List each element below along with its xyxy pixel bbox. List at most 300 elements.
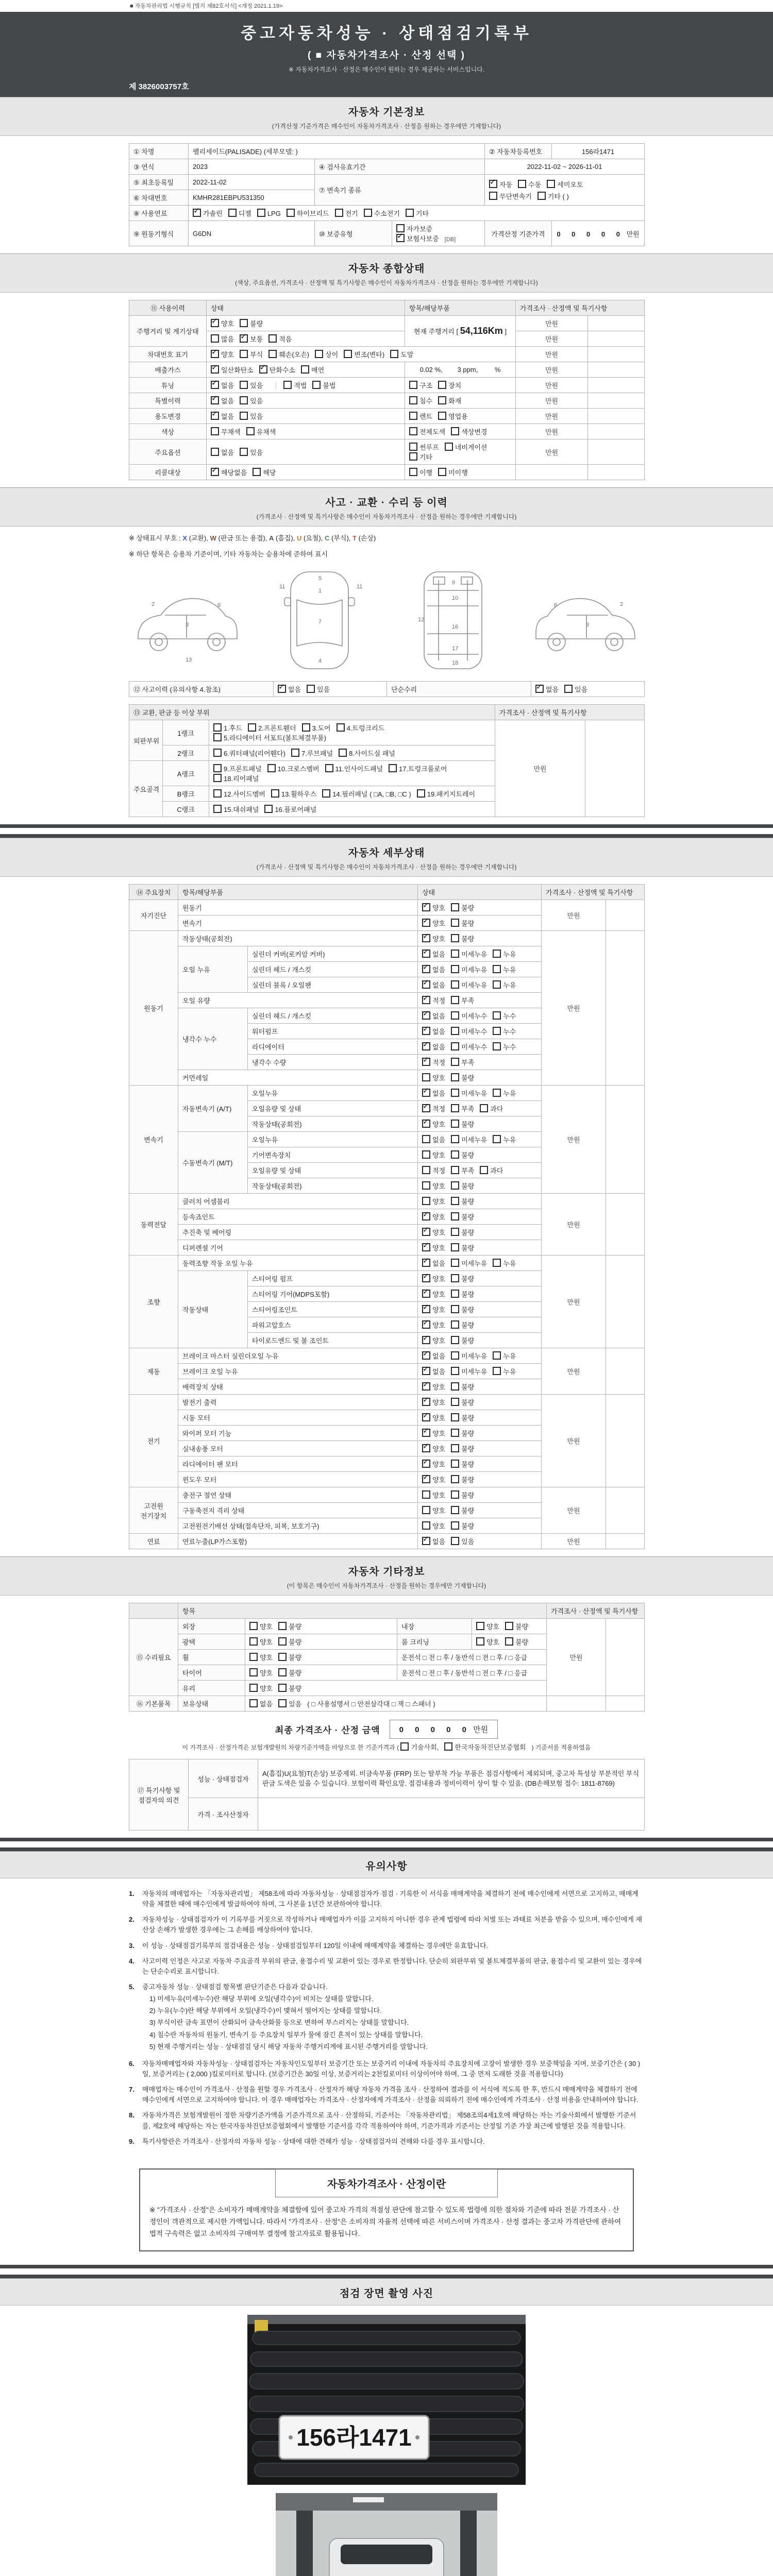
table-row bbox=[129, 206, 645, 221]
model-year-value: 2023 bbox=[189, 159, 315, 175]
checked-box-icon bbox=[259, 365, 267, 374]
checkbox-label: 없음 bbox=[432, 981, 446, 989]
notice-number: 2. bbox=[129, 1916, 135, 1924]
checkbox-option bbox=[246, 427, 276, 436]
notice-item bbox=[129, 1941, 644, 1951]
checkbox-label: 불량 bbox=[461, 1151, 475, 1159]
notice-text: 자동차의 매매업자는 「자동차관리법」 제58조에 따라 자동차성능 · 상태점검자가 점검 · 기록한 이 서식을 매매계약을 체결하기 전에 매수인에게 서면으로 고지하고, 매매계약을 체결한 때에 매수인에게 발급하여야 하며, 그 사본을 1년간 보관하여야 합니다. bbox=[142, 1890, 638, 1908]
checkbox-label: 양호 bbox=[432, 904, 446, 912]
remark-cell bbox=[588, 347, 645, 362]
empty-box-icon bbox=[493, 1351, 501, 1360]
empty-box-icon bbox=[493, 980, 501, 989]
checkbox-label: 불량 bbox=[515, 1623, 529, 1631]
checkbox-label: 변조(변타) bbox=[354, 351, 385, 359]
column-header: ⑪ 사용이력 bbox=[129, 300, 207, 316]
checkbox-label: LPG bbox=[267, 210, 281, 217]
item-label: 브레이크 마스터 실린더오일 누유 bbox=[178, 1348, 418, 1364]
empty-box-icon bbox=[213, 789, 222, 798]
state-checkboxes bbox=[418, 1256, 542, 1271]
glass-checkboxes bbox=[245, 1681, 547, 1696]
checkbox-option bbox=[451, 995, 474, 1005]
checkbox-label: 부족 bbox=[461, 1105, 475, 1113]
checkbox-label: 불량 bbox=[461, 1213, 475, 1221]
checkbox-option bbox=[493, 1042, 516, 1052]
empty-box-icon bbox=[267, 764, 276, 772]
table-row bbox=[129, 465, 645, 480]
rank-label: 2랭크 bbox=[163, 745, 209, 761]
empty-box-icon bbox=[518, 180, 526, 188]
detail-row bbox=[129, 1348, 645, 1364]
checkbox-option bbox=[390, 349, 413, 359]
checkbox-label: 없음 bbox=[221, 448, 234, 456]
transmission-checkboxes bbox=[485, 175, 645, 206]
interior-checkboxes bbox=[472, 1619, 547, 1634]
state-checkboxes bbox=[418, 1302, 542, 1317]
checkbox-label: 19.패키지트레이 bbox=[427, 790, 476, 798]
car-damage-diagrams bbox=[129, 566, 644, 674]
row-label: 보유상태 bbox=[178, 1696, 245, 1711]
notice-number: 4. bbox=[129, 1957, 135, 1965]
row-label: 외장 bbox=[178, 1619, 245, 1634]
checkbox-label: 불량 bbox=[461, 935, 475, 943]
remark-cell bbox=[588, 465, 645, 480]
empty-box-icon bbox=[400, 1742, 409, 1751]
checkbox-label: 불량 bbox=[461, 1522, 475, 1530]
diagram-part-number: 7 bbox=[318, 619, 322, 625]
empty-box-icon bbox=[257, 209, 265, 217]
checked-box-icon bbox=[211, 396, 219, 404]
item-label: 와이퍼 모터 기능 bbox=[178, 1426, 418, 1441]
remark-cell bbox=[588, 331, 645, 347]
checkbox-label: 화재 bbox=[448, 397, 462, 405]
checkbox-option bbox=[451, 1057, 474, 1067]
checkbox-label: 양호 bbox=[260, 1685, 273, 1692]
checkbox-option bbox=[451, 1289, 474, 1299]
checkbox-label: 누유 bbox=[503, 981, 516, 989]
empty-box-icon bbox=[451, 1490, 459, 1499]
checkbox-option bbox=[422, 949, 445, 959]
checkbox-option bbox=[451, 1428, 474, 1438]
special-kind-checkboxes bbox=[405, 393, 516, 409]
checkbox-option bbox=[451, 1521, 474, 1531]
checkbox-option bbox=[213, 733, 326, 742]
price-cell: 만원 bbox=[516, 362, 588, 378]
notice-subitem: 2) 누유(누수)란 해당 부위에서 오일(냉각수)이 맺혀서 떨어지는 상태를 말합니다. bbox=[149, 2007, 382, 2015]
empty-box-icon bbox=[451, 919, 459, 927]
checkbox-label: 불량 bbox=[461, 1430, 475, 1437]
checked-box-icon bbox=[422, 1027, 430, 1035]
checkbox-label: 불량 bbox=[289, 1623, 302, 1631]
row-label: 차대번호 표기 bbox=[129, 347, 207, 362]
checkbox-label: 불량 bbox=[461, 1244, 475, 1252]
checkbox-label: 유채색 bbox=[256, 428, 276, 436]
empty-box-icon bbox=[249, 1637, 258, 1646]
empty-box-icon bbox=[451, 1197, 459, 1205]
misc-info-table bbox=[129, 1603, 645, 1711]
empty-box-icon bbox=[335, 209, 343, 217]
checkbox-label: 2.프론트휀더 bbox=[258, 724, 296, 732]
checkbox-option bbox=[451, 427, 487, 436]
empty-box-icon bbox=[451, 1181, 459, 1190]
empty-box-icon bbox=[451, 1398, 459, 1406]
checkbox-label: 없음 bbox=[432, 1012, 446, 1020]
checkbox-option bbox=[422, 1274, 445, 1283]
checkbox-option bbox=[438, 411, 468, 421]
checkbox-option bbox=[193, 208, 223, 218]
notice-item bbox=[129, 2059, 644, 2079]
checkbox-label: 부족 bbox=[461, 1059, 475, 1066]
item-label: 배력장치 상태 bbox=[178, 1379, 418, 1395]
column-header: ⑬ 교환, 판금 등 이상 부위 bbox=[129, 705, 495, 720]
accident-history-checkboxes bbox=[274, 682, 387, 697]
checkbox-label: 미세누유 bbox=[461, 981, 488, 989]
checkbox-label: 불량 bbox=[461, 920, 475, 927]
empty-box-icon bbox=[213, 723, 222, 732]
table-row bbox=[129, 393, 645, 409]
checkbox-option bbox=[451, 1165, 474, 1175]
checkbox-option bbox=[451, 1011, 487, 1021]
field-label: ⑤ 최초등록일 bbox=[129, 175, 189, 190]
checkbox-option bbox=[422, 1104, 445, 1113]
checked-box-icon bbox=[422, 1228, 430, 1236]
checkbox-label: 양호 bbox=[432, 1399, 446, 1406]
checkbox-option bbox=[264, 804, 316, 814]
checked-box-icon bbox=[211, 381, 219, 389]
empty-box-icon bbox=[240, 448, 248, 456]
checkbox-label: 미세누유 bbox=[461, 1090, 488, 1097]
checkbox-option bbox=[249, 1621, 273, 1631]
checkbox-label: 누유 bbox=[503, 1352, 516, 1360]
checkbox-label: 매연 bbox=[311, 366, 325, 374]
checkbox-label: 불량 bbox=[289, 1654, 302, 1662]
checkbox-label: 누수 bbox=[503, 1043, 516, 1051]
rank-item-checkboxes bbox=[209, 802, 495, 817]
checkbox-label: 누유 bbox=[503, 1368, 516, 1376]
notice-item bbox=[129, 1889, 644, 1909]
state-checkboxes bbox=[418, 1271, 542, 1286]
item-label: 실린더 헤드 / 개스킷 bbox=[248, 962, 418, 977]
polish-checkboxes bbox=[245, 1634, 397, 1650]
rank-label: A랭크 bbox=[163, 761, 209, 786]
checkbox-option bbox=[537, 191, 569, 201]
column-header: 항목/해당부품 bbox=[405, 300, 516, 316]
checkbox-option bbox=[213, 748, 285, 758]
table-row bbox=[129, 347, 645, 362]
diagram-part-number: 2 bbox=[152, 601, 155, 607]
checkbox-option bbox=[451, 1073, 474, 1082]
recall-done-checkboxes bbox=[405, 465, 516, 480]
item-label: 스티어링조인트 bbox=[248, 1302, 418, 1317]
notice-number: 5. bbox=[129, 1982, 135, 1991]
checkbox-option bbox=[253, 467, 276, 477]
checked-box-icon bbox=[422, 903, 430, 911]
checkbox-option bbox=[422, 1428, 445, 1438]
checkbox-option bbox=[422, 1243, 445, 1252]
state-checkboxes bbox=[418, 946, 542, 962]
notice-number: 7. bbox=[129, 2086, 135, 2094]
section-title: 자동차 기본정보 bbox=[348, 107, 425, 118]
checkbox-label: 불량 bbox=[461, 1476, 475, 1484]
checkbox-option bbox=[257, 209, 281, 217]
empty-box-icon bbox=[438, 412, 446, 420]
checkbox-option bbox=[451, 1335, 474, 1345]
empty-box-icon bbox=[493, 965, 501, 973]
section-note: (이 항목은 매수인이 자동차가격조사 · 산정을 원하는 경우에만 기재합니다) bbox=[287, 1582, 486, 1589]
state-checkboxes bbox=[418, 1163, 542, 1178]
detail-row bbox=[129, 900, 645, 916]
empty-box-icon bbox=[480, 1166, 488, 1174]
checkbox-option bbox=[518, 179, 541, 189]
checked-box-icon bbox=[422, 1274, 430, 1282]
item-label: 실린더 블록 / 오일팬 bbox=[248, 977, 418, 993]
diagram-part-number: 6 bbox=[553, 602, 558, 608]
remark-cell bbox=[606, 1534, 645, 1549]
empty-box-icon bbox=[409, 381, 417, 389]
checkbox-label: 있음 bbox=[289, 1700, 302, 1708]
checkbox-option bbox=[547, 179, 583, 189]
device-group-label: 고전원 전기장치 bbox=[129, 1487, 178, 1534]
state-checkboxes bbox=[418, 1286, 542, 1302]
notice-list bbox=[129, 1878, 644, 2155]
checkbox-label: 영업용 bbox=[448, 413, 468, 420]
checkbox-label: 없음 bbox=[221, 382, 234, 389]
state-checkboxes bbox=[418, 1147, 542, 1163]
empty-box-icon bbox=[278, 1653, 287, 1661]
device-group-label: 자기진단 bbox=[129, 900, 178, 931]
notice-item bbox=[129, 1956, 644, 1977]
empty-box-icon bbox=[438, 396, 446, 404]
item-label: 실내송풍 모터 bbox=[178, 1441, 418, 1456]
column-header: 가격조사 · 산정액 및 특기사항 bbox=[516, 300, 645, 316]
empty-box-icon bbox=[438, 468, 446, 476]
empty-box-icon bbox=[451, 1429, 459, 1437]
checkbox-option bbox=[451, 1212, 474, 1222]
basic-items-group-label: ⑯ 기본품목 bbox=[129, 1696, 178, 1711]
price-cell: 만원 bbox=[516, 316, 588, 331]
item-label: 작동상태(공회전) bbox=[178, 931, 418, 946]
checkbox-label: 있음 bbox=[575, 686, 588, 693]
inspection-photo-car-on-lift bbox=[276, 2493, 497, 2576]
checkbox-label: 없음 bbox=[432, 966, 446, 974]
diagram-part-number: 18 bbox=[451, 660, 458, 666]
checkbox-option bbox=[278, 1668, 301, 1677]
field-label: ③ 연식 bbox=[129, 159, 189, 175]
checkbox-option bbox=[240, 447, 263, 457]
empty-box-icon bbox=[249, 1622, 258, 1630]
checkbox-option bbox=[451, 1134, 487, 1144]
checkbox-option bbox=[422, 1475, 445, 1484]
checkbox-option bbox=[451, 1227, 474, 1237]
basic-items-checkboxes: 없음 있음 ( □ 사용설명서 □ 안전삼각대 □ 잭 □ 스패너 ) bbox=[245, 1696, 547, 1711]
empty-box-icon bbox=[364, 209, 372, 217]
diagram-part-number: 5 bbox=[318, 575, 322, 582]
checkbox-label: 양호 bbox=[432, 935, 446, 943]
empty-box-icon bbox=[211, 448, 219, 456]
checkbox-label: 기타 ( ) bbox=[547, 192, 569, 200]
empty-box-icon bbox=[422, 1506, 430, 1514]
checked-box-icon bbox=[422, 1537, 430, 1545]
tire-checkboxes bbox=[245, 1665, 397, 1681]
checkbox-label: 양호 bbox=[432, 1461, 446, 1468]
remark-cell bbox=[606, 1256, 645, 1348]
checkbox-label: 불량 bbox=[461, 1074, 475, 1082]
state-checkboxes bbox=[418, 1008, 542, 1024]
usage-kind-checkboxes bbox=[405, 409, 516, 424]
checkbox-option bbox=[493, 964, 516, 974]
checkbox-option bbox=[278, 684, 301, 694]
checkbox-label: 양호 bbox=[432, 1321, 446, 1329]
checked-box-icon bbox=[422, 1351, 430, 1360]
checked-box-icon bbox=[422, 919, 430, 927]
empty-box-icon bbox=[240, 381, 248, 389]
checkbox-option bbox=[422, 1382, 445, 1392]
field-label: 가격산정 기준가격 bbox=[485, 221, 552, 246]
empty-box-icon bbox=[302, 723, 310, 732]
price-cell bbox=[516, 465, 588, 480]
checkbox-label: 구조 bbox=[419, 382, 433, 389]
tuning-checkboxes bbox=[207, 378, 405, 393]
checkbox-option bbox=[451, 1042, 487, 1052]
notice-number: 9. bbox=[129, 2137, 135, 2145]
checkbox-label: 적정 bbox=[432, 1105, 446, 1113]
empty-box-icon bbox=[493, 1367, 501, 1375]
price-cell: 만원 bbox=[516, 331, 588, 347]
empty-box-icon bbox=[315, 350, 323, 358]
section-notice-header bbox=[0, 1851, 773, 1878]
price-cell: 만원 bbox=[516, 378, 588, 393]
checkbox-label: 전체도색 bbox=[419, 428, 446, 436]
checkbox-label: 탄화수소 bbox=[269, 366, 296, 374]
checkbox-option bbox=[240, 396, 263, 405]
field-label: ② 자동차등록번호 bbox=[485, 144, 552, 159]
empty-box-icon bbox=[422, 1197, 430, 1205]
checkbox-option bbox=[211, 318, 234, 328]
remark-cell bbox=[606, 931, 645, 1086]
empty-box-icon bbox=[249, 1699, 258, 1707]
table-row bbox=[129, 362, 645, 378]
legend-segment: A bbox=[268, 534, 274, 542]
checkbox-option bbox=[249, 1683, 273, 1693]
checkbox-label: 불량 bbox=[289, 1685, 302, 1692]
car-side-right-diagram bbox=[528, 566, 644, 674]
item-label: 디퍼렌셜 기어 bbox=[178, 1240, 418, 1256]
checkbox-label: 렌트 bbox=[419, 413, 433, 420]
empty-box-icon bbox=[417, 789, 425, 798]
checkbox-option bbox=[451, 1243, 474, 1252]
state-checkboxes bbox=[418, 1024, 542, 1039]
empty-box-icon bbox=[268, 334, 277, 343]
checkbox-option bbox=[291, 748, 333, 758]
state-checkboxes bbox=[418, 1070, 542, 1086]
empty-box-icon bbox=[240, 396, 248, 404]
checkbox-option bbox=[422, 1490, 445, 1500]
empty-box-icon bbox=[422, 1150, 430, 1159]
checked-box-icon bbox=[422, 1413, 430, 1421]
item-label: 오일유량 및 상태 bbox=[248, 1163, 418, 1178]
table-row bbox=[129, 316, 645, 331]
checked-box-icon bbox=[422, 1475, 430, 1483]
device-group-label: 변속기 bbox=[129, 1086, 178, 1194]
checkbox-option bbox=[451, 1088, 487, 1098]
empty-box-icon bbox=[301, 365, 309, 374]
detail-row bbox=[129, 1194, 645, 1209]
section-title: 자동차 종합상태 bbox=[348, 263, 425, 275]
empty-box-icon bbox=[451, 1290, 459, 1298]
license-plate-text: 156라1471 bbox=[296, 2424, 412, 2451]
field-label: ⑦ 변속기 종류 bbox=[315, 175, 485, 206]
diagram-part-number: 9 bbox=[451, 580, 455, 586]
checkbox-label: 양호 bbox=[432, 1492, 446, 1499]
checkbox-label: 있음 bbox=[250, 448, 263, 456]
section-basic-header bbox=[0, 97, 773, 136]
checkbox-label: 불량 bbox=[461, 1337, 475, 1345]
form-reference: ■ 자동차관리법 시행규칙 [별지 제82호서식] <개정 2021.1.19> bbox=[130, 3, 283, 9]
empty-box-icon bbox=[213, 764, 222, 772]
price-cell: 만원 bbox=[542, 1534, 606, 1549]
checkbox-option bbox=[505, 1621, 528, 1631]
table-row bbox=[129, 409, 645, 424]
checkbox-option bbox=[451, 1366, 487, 1376]
checkbox-label: 세미오토 bbox=[557, 180, 583, 189]
checkbox-label: 하이브리드 bbox=[296, 210, 329, 217]
checkbox-option bbox=[451, 903, 474, 912]
checkbox-option bbox=[422, 1134, 445, 1144]
legend-segment: (흠집), bbox=[274, 534, 297, 542]
empty-box-icon bbox=[564, 685, 573, 693]
sub-group-label: 자동변속기 (A/T) bbox=[178, 1086, 248, 1132]
price-cell: 만원 bbox=[542, 1086, 606, 1194]
field-label: ⑥ 차대번호 bbox=[129, 190, 189, 206]
checkbox-option bbox=[271, 789, 316, 799]
notice-number: 8. bbox=[129, 2111, 135, 2120]
car-bottom-diagram bbox=[395, 566, 511, 674]
checkbox-option bbox=[422, 1073, 445, 1082]
empty-box-icon bbox=[213, 733, 222, 741]
notice-text: 자동차가격은 보험개발원이 정한 차량기준가액을 기준가격으로 조사 · 산정하되, 기준서는 「자동차관리법」 제58조의4제1호에 해당하는 자는 기술사회에서 발행한 기준서를, 제2호에 해당하는 자는 한국자동차진단보증협회에서 발행한 기준서를 각각 적용하여야 하며, 기준가격과 기준서는 산정일 기준 가장 최근에 발행된 것을 적용합니다. bbox=[142, 2111, 636, 2130]
checkbox-option bbox=[339, 748, 395, 758]
checkbox-option bbox=[451, 980, 487, 990]
checkbox-option bbox=[451, 1536, 474, 1546]
item-label: 라디에이터 팬 모터 bbox=[178, 1456, 418, 1472]
checkbox-label: 없음 bbox=[432, 1352, 446, 1360]
row-label: 내장 bbox=[397, 1619, 472, 1634]
empty-box-icon bbox=[451, 1274, 459, 1282]
rank-label: 1랭크 bbox=[163, 720, 209, 745]
device-group-label: 원동기 bbox=[129, 931, 178, 1086]
state-checkboxes bbox=[418, 1395, 542, 1410]
table-row bbox=[129, 720, 645, 745]
checkbox-label: 미세누유 bbox=[461, 1352, 488, 1360]
table-row bbox=[129, 159, 645, 175]
checkbox-label: 불량 bbox=[289, 1669, 302, 1677]
main-frame-group-label: 주요골격 bbox=[129, 761, 163, 817]
row-label: 용도변경 bbox=[129, 409, 207, 424]
checkbox-label: 없음 bbox=[260, 1700, 273, 1708]
price-cell: 만원 bbox=[516, 393, 588, 409]
checkbox-label: 누유 bbox=[503, 951, 516, 958]
empty-box-icon bbox=[451, 1042, 459, 1050]
item-label: 등속죠인트 bbox=[178, 1209, 418, 1225]
checkbox-option bbox=[211, 396, 234, 405]
checkbox-label: 상이 bbox=[325, 351, 339, 359]
state-checkboxes bbox=[418, 1426, 542, 1441]
notice-item bbox=[129, 2137, 644, 2147]
empty-box-icon bbox=[493, 1011, 501, 1020]
checkbox-label: 양호 bbox=[432, 1198, 446, 1206]
table-row bbox=[129, 175, 645, 190]
checkbox-option bbox=[409, 467, 432, 477]
checked-box-icon bbox=[211, 365, 219, 374]
